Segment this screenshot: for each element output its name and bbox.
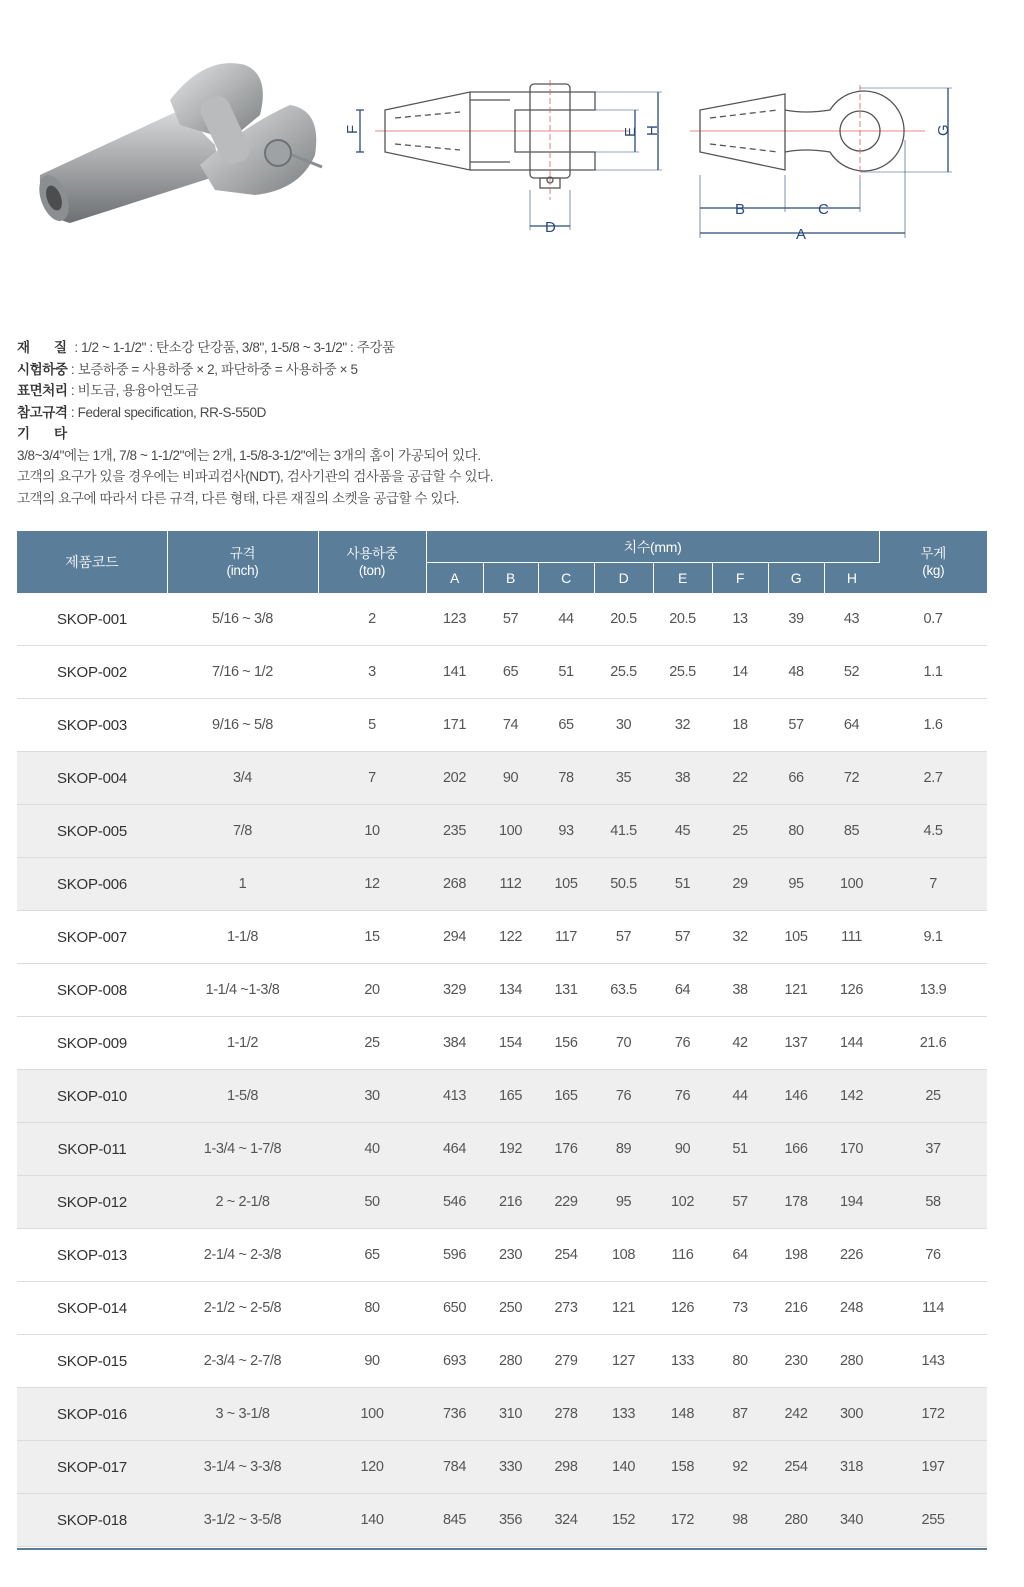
table-cell: 1-3/4 ~ 1-7/8 — [167, 1123, 318, 1176]
table-cell: 294 — [426, 911, 483, 964]
note-extra: 고객의 요구가 있을 경우에는 비파괴검사(NDT), 검사기관의 검사품을 공급할 수 있다. — [17, 469, 494, 484]
table-cell: 1-1/8 — [167, 911, 318, 964]
table-cell: 156 — [538, 1017, 594, 1070]
table-cell: 44 — [538, 593, 594, 646]
table-cell: 279 — [538, 1335, 594, 1388]
dim-label-f: F — [344, 124, 361, 134]
header-weight: 무게 (kg) — [879, 531, 987, 593]
table-cell: 170 — [824, 1123, 879, 1176]
table-cell: 30 — [318, 1070, 426, 1123]
table-row — [17, 1176, 987, 1229]
table-cell: 25 — [712, 805, 768, 858]
table-cell: 80 — [768, 805, 824, 858]
table-cell: 318 — [824, 1441, 879, 1494]
table-cell: 32 — [712, 911, 768, 964]
header-dim-c: C — [538, 563, 594, 594]
table-cell: 57 — [768, 699, 824, 752]
table-cell: 111 — [824, 911, 879, 964]
table-cell: 15 — [318, 911, 426, 964]
product-code-cell: SKOP-007 — [17, 911, 167, 964]
dim-label-b: B — [735, 201, 746, 218]
table-cell: 65 — [538, 699, 594, 752]
table-cell: 50 — [318, 1176, 426, 1229]
note-standard: 참고규격 : Federal specification, RR-S-550D — [17, 402, 1007, 424]
table-row — [17, 1335, 987, 1388]
table-cell: 38 — [653, 752, 712, 805]
table-cell: 324 — [538, 1494, 594, 1547]
table-cell: 72 — [824, 752, 879, 805]
table-cell: 2.7 — [879, 752, 987, 805]
product-code-cell: SKOP-014 — [17, 1282, 167, 1335]
table-cell: 133 — [594, 1388, 653, 1441]
note-test-load: 시험하중 : 보증하중 = 사용하중 × 2, 파단하중 = 사용하중 × 5 — [17, 359, 1007, 381]
table-row — [17, 858, 987, 911]
table-cell: 14 — [712, 646, 768, 699]
spec-notes — [17, 337, 1007, 509]
table-cell: 65 — [483, 646, 538, 699]
table-cell: 142 — [824, 1070, 879, 1123]
table-cell: 330 — [483, 1441, 538, 1494]
table-cell: 51 — [712, 1123, 768, 1176]
table-cell: 18 — [712, 699, 768, 752]
table-cell: 141 — [426, 646, 483, 699]
table-cell: 9.1 — [879, 911, 987, 964]
table-cell: 197 — [879, 1441, 987, 1494]
side-view-drawing — [340, 80, 670, 240]
table-cell: 7/16 ~ 1/2 — [167, 646, 318, 699]
product-code-cell: SKOP-006 — [17, 858, 167, 911]
table-cell: 32 — [653, 699, 712, 752]
table-cell: 25.5 — [594, 646, 653, 699]
table-cell: 39 — [768, 593, 824, 646]
table-cell: 57 — [653, 911, 712, 964]
table-cell: 310 — [483, 1388, 538, 1441]
table-cell: 78 — [538, 752, 594, 805]
table-cell: 172 — [653, 1494, 712, 1547]
table-cell: 280 — [824, 1335, 879, 1388]
dim-label-e: E — [622, 126, 639, 137]
table-cell: 48 — [768, 646, 824, 699]
table-row — [17, 699, 987, 752]
table-row — [17, 593, 987, 646]
table-cell: 165 — [483, 1070, 538, 1123]
table-cell: 3 — [318, 646, 426, 699]
table-cell: 44 — [712, 1070, 768, 1123]
header-dim-e: E — [653, 563, 712, 594]
product-code-cell: SKOP-001 — [17, 593, 167, 646]
table-cell: 112 — [483, 858, 538, 911]
product-code-cell: SKOP-016 — [17, 1388, 167, 1441]
table-cell: 134 — [483, 964, 538, 1017]
table-cell: 546 — [426, 1176, 483, 1229]
table-cell: 64 — [653, 964, 712, 1017]
table-cell: 74 — [483, 699, 538, 752]
table-cell: 85 — [824, 805, 879, 858]
header-dim-g: G — [768, 563, 824, 594]
table-cell: 102 — [653, 1176, 712, 1229]
table-cell: 356 — [483, 1494, 538, 1547]
table-cell: 12 — [318, 858, 426, 911]
table-cell: 51 — [653, 858, 712, 911]
dim-label-a: A — [796, 226, 807, 243]
table-cell: 76 — [594, 1070, 653, 1123]
table-cell: 148 — [653, 1388, 712, 1441]
table-cell: 254 — [768, 1441, 824, 1494]
note-text: 비도금, 용융아연도금 — [77, 383, 199, 398]
table-cell: 1-1/4 ~1-3/8 — [167, 964, 318, 1017]
table-cell: 2 ~ 2-1/8 — [167, 1176, 318, 1229]
table-cell: 76 — [653, 1070, 712, 1123]
table-cell: 95 — [594, 1176, 653, 1229]
table-cell: 3 ~ 3-1/8 — [167, 1388, 318, 1441]
table-cell: 280 — [483, 1335, 538, 1388]
product-code-cell: SKOP-008 — [17, 964, 167, 1017]
table-cell: 158 — [653, 1441, 712, 1494]
table-row — [17, 1123, 987, 1176]
table-row — [17, 1282, 987, 1335]
table-cell: 254 — [538, 1229, 594, 1282]
dim-label-g: G — [935, 124, 952, 136]
table-cell: 80 — [712, 1335, 768, 1388]
table-cell: 144 — [824, 1017, 879, 1070]
table-cell: 2-3/4 ~ 2-7/8 — [167, 1335, 318, 1388]
table-cell: 121 — [594, 1282, 653, 1335]
table-cell: 298 — [538, 1441, 594, 1494]
table-cell: 329 — [426, 964, 483, 1017]
table-cell: 116 — [653, 1229, 712, 1282]
table-cell: 98 — [712, 1494, 768, 1547]
table-cell: 73 — [712, 1282, 768, 1335]
note-extra: 고객의 요구에 따라서 다른 규격, 다른 형태, 다른 재질의 소켓을 공급할 수 있다. — [17, 490, 460, 506]
table-cell: 230 — [483, 1229, 538, 1282]
table-row — [17, 805, 987, 858]
table-cell: 95 — [768, 858, 824, 911]
table-cell: 3-1/2 ~ 3-5/8 — [167, 1494, 318, 1547]
table-cell: 5 — [318, 699, 426, 752]
note-key: 시험하중 — [17, 361, 68, 377]
header-dim-h: H — [824, 563, 879, 594]
table-bottom-rule — [17, 1548, 987, 1550]
table-cell: 166 — [768, 1123, 824, 1176]
table-cell: 89 — [594, 1123, 653, 1176]
table-cell: 226 — [824, 1229, 879, 1282]
table-row — [17, 911, 987, 964]
product-code-cell: SKOP-018 — [17, 1494, 167, 1547]
table-cell: 736 — [426, 1388, 483, 1441]
note-key: 기 타 — [17, 426, 68, 441]
table-row — [17, 1388, 987, 1441]
table-cell: 1.1 — [879, 646, 987, 699]
product-code-cell: SKOP-009 — [17, 1017, 167, 1070]
table-cell: 845 — [426, 1494, 483, 1547]
table-cell: 340 — [824, 1494, 879, 1547]
product-code-cell: SKOP-013 — [17, 1229, 167, 1282]
table-cell: 7 — [318, 752, 426, 805]
eye-view-drawing — [690, 80, 970, 250]
table-cell: 693 — [426, 1335, 483, 1388]
header-dim-b: B — [483, 563, 538, 594]
table-cell: 117 — [538, 911, 594, 964]
table-cell: 29 — [712, 858, 768, 911]
product-code-cell: SKOP-005 — [17, 805, 167, 858]
table-cell: 165 — [538, 1070, 594, 1123]
table-cell: 51 — [538, 646, 594, 699]
table-cell: 25 — [318, 1017, 426, 1070]
table-cell: 90 — [653, 1123, 712, 1176]
table-row — [17, 1441, 987, 1494]
table-cell: 784 — [426, 1441, 483, 1494]
table-cell: 5/16 ~ 3/8 — [167, 593, 318, 646]
table-cell: 650 — [426, 1282, 483, 1335]
note-other — [17, 423, 1007, 445]
table-cell: 65 — [318, 1229, 426, 1282]
table-cell: 114 — [879, 1282, 987, 1335]
table-cell: 20.5 — [594, 593, 653, 646]
table-cell: 4.5 — [879, 805, 987, 858]
table-cell: 1-1/2 — [167, 1017, 318, 1070]
table-cell: 171 — [426, 699, 483, 752]
table-cell: 57 — [712, 1176, 768, 1229]
table-cell: 64 — [712, 1229, 768, 1282]
table-cell: 87 — [712, 1388, 768, 1441]
table-cell: 13 — [712, 593, 768, 646]
table-cell: 192 — [483, 1123, 538, 1176]
header-dim-d: D — [594, 563, 653, 594]
header-dimensions: 치수(mm) — [426, 531, 879, 563]
table-cell: 300 — [824, 1388, 879, 1441]
table-cell: 100 — [824, 858, 879, 911]
table-cell: 268 — [426, 858, 483, 911]
socket-photo — [30, 55, 340, 225]
table-cell: 90 — [483, 752, 538, 805]
product-code-cell: SKOP-011 — [17, 1123, 167, 1176]
dim-label-h: H — [644, 125, 661, 136]
table-row — [17, 646, 987, 699]
table-row — [17, 752, 987, 805]
table-cell: 63.5 — [594, 964, 653, 1017]
table-cell: 250 — [483, 1282, 538, 1335]
table-cell: 229 — [538, 1176, 594, 1229]
table-cell: 131 — [538, 964, 594, 1017]
note-text: 1/2 ~ 1-1/2" : 탄소강 단강품, 3/8", 1-5/8 ~ 3-1/2" : 주강품 — [81, 340, 395, 355]
table-cell: 100 — [483, 805, 538, 858]
note-material: 재 질 : 1/2 ~ 1-1/2" : 탄소강 단강품, 3/8", 1-5/8 ~ 3-1/2" : 주강품 — [17, 337, 1007, 359]
table-cell: 7/8 — [167, 805, 318, 858]
table-cell: 248 — [824, 1282, 879, 1335]
table-cell: 120 — [318, 1441, 426, 1494]
table-cell: 1.6 — [879, 699, 987, 752]
table-cell: 216 — [483, 1176, 538, 1229]
table-row — [17, 1070, 987, 1123]
note-key: 참고규격 — [17, 404, 68, 420]
table-cell: 76 — [653, 1017, 712, 1070]
table-cell: 10 — [318, 805, 426, 858]
table-cell: 37 — [879, 1123, 987, 1176]
table-row — [17, 1017, 987, 1070]
product-figures — [0, 0, 1024, 290]
table-cell: 242 — [768, 1388, 824, 1441]
table-cell: 126 — [653, 1282, 712, 1335]
table-cell: 64 — [824, 699, 879, 752]
table-cell: 273 — [538, 1282, 594, 1335]
table-cell: 127 — [594, 1335, 653, 1388]
table-cell: 92 — [712, 1441, 768, 1494]
dim-label-c: C — [818, 201, 829, 218]
table-cell: 108 — [594, 1229, 653, 1282]
note-text: Federal specification, RR-S-550D — [77, 404, 266, 420]
product-code-cell: SKOP-010 — [17, 1070, 167, 1123]
table-cell: 66 — [768, 752, 824, 805]
product-code-cell: SKOP-015 — [17, 1335, 167, 1388]
header-dim-f: F — [712, 563, 768, 594]
table-cell: 50.5 — [594, 858, 653, 911]
table-cell: 137 — [768, 1017, 824, 1070]
table-cell: 105 — [538, 858, 594, 911]
table-cell: 2 — [318, 593, 426, 646]
table-cell: 35 — [594, 752, 653, 805]
table-cell: 1 — [167, 858, 318, 911]
note-extra: 3/8~3/4"에는 1개, 7/8 ~ 1-1/2"에는 2개, 1-5/8-3-1/2"에는 3개의 홈이 가공되어 있다. — [17, 447, 481, 463]
table-cell: 2-1/4 ~ 2-3/8 — [167, 1229, 318, 1282]
table-cell: 30 — [594, 699, 653, 752]
table-cell: 202 — [426, 752, 483, 805]
note-key: 재 질 — [17, 340, 68, 355]
header-code: 제품코드 — [17, 531, 167, 593]
table-cell: 122 — [483, 911, 538, 964]
table-cell: 235 — [426, 805, 483, 858]
product-code-cell: SKOP-004 — [17, 752, 167, 805]
table-row — [17, 964, 987, 1017]
table-cell: 126 — [824, 964, 879, 1017]
table-cell: 384 — [426, 1017, 483, 1070]
table-row — [17, 1229, 987, 1282]
dim-label-d: D — [545, 219, 556, 236]
table-cell: 41.5 — [594, 805, 653, 858]
table-cell: 20.5 — [653, 593, 712, 646]
product-code-cell: SKOP-017 — [17, 1441, 167, 1494]
table-cell: 40 — [318, 1123, 426, 1176]
header-spec: 규격 (inch) — [167, 531, 318, 593]
table-cell: 176 — [538, 1123, 594, 1176]
table-cell: 22 — [712, 752, 768, 805]
table-cell: 80 — [318, 1282, 426, 1335]
table-cell: 100 — [318, 1388, 426, 1441]
table-cell: 25.5 — [653, 646, 712, 699]
product-code-cell: SKOP-002 — [17, 646, 167, 699]
table-cell: 3-1/4 ~ 3-3/8 — [167, 1441, 318, 1494]
table-cell: 146 — [768, 1070, 824, 1123]
table-cell: 43 — [824, 593, 879, 646]
table-cell: 3/4 — [167, 752, 318, 805]
table-cell: 25 — [879, 1070, 987, 1123]
table-cell: 2-1/2 ~ 2-5/8 — [167, 1282, 318, 1335]
table-cell: 172 — [879, 1388, 987, 1441]
table-cell: 93 — [538, 805, 594, 858]
table-cell: 123 — [426, 593, 483, 646]
table-cell: 413 — [426, 1070, 483, 1123]
table-cell: 230 — [768, 1335, 824, 1388]
table-cell: 255 — [879, 1494, 987, 1547]
table-cell: 21.6 — [879, 1017, 987, 1070]
table-cell: 1-5/8 — [167, 1070, 318, 1123]
table-cell: 198 — [768, 1229, 824, 1282]
table-cell: 278 — [538, 1388, 594, 1441]
table-cell: 140 — [594, 1441, 653, 1494]
table-cell: 42 — [712, 1017, 768, 1070]
table-cell: 143 — [879, 1335, 987, 1388]
table-cell: 105 — [768, 911, 824, 964]
table-cell: 45 — [653, 805, 712, 858]
product-code-cell: SKOP-003 — [17, 699, 167, 752]
product-code-cell: SKOP-012 — [17, 1176, 167, 1229]
table-cell: 0.7 — [879, 593, 987, 646]
note-surface: 표면처리 : 비도금, 용융아연도금 — [17, 380, 1007, 402]
table-cell: 57 — [483, 593, 538, 646]
table-cell: 70 — [594, 1017, 653, 1070]
table-cell: 90 — [318, 1335, 426, 1388]
table-cell: 464 — [426, 1123, 483, 1176]
table-cell: 38 — [712, 964, 768, 1017]
header-load: 사용하중 (ton) — [318, 531, 426, 593]
table-cell: 13.9 — [879, 964, 987, 1017]
table-cell: 58 — [879, 1176, 987, 1229]
table-row — [17, 1494, 987, 1547]
table-cell: 57 — [594, 911, 653, 964]
table-cell: 133 — [653, 1335, 712, 1388]
note-key: 표면처리 — [17, 383, 68, 398]
table-cell: 596 — [426, 1229, 483, 1282]
table-cell: 152 — [594, 1494, 653, 1547]
table-cell: 76 — [879, 1229, 987, 1282]
table-cell: 7 — [879, 858, 987, 911]
note-text: 보증하중 = 사용하중 × 2, 파단하중 = 사용하중 × 5 — [77, 361, 358, 377]
table-cell: 216 — [768, 1282, 824, 1335]
header-dim-a: A — [426, 563, 483, 594]
table-cell: 178 — [768, 1176, 824, 1229]
table-cell: 280 — [768, 1494, 824, 1547]
table-cell: 20 — [318, 964, 426, 1017]
spec-table — [17, 531, 987, 1547]
table-cell: 9/16 ~ 5/8 — [167, 699, 318, 752]
table-cell: 121 — [768, 964, 824, 1017]
table-cell: 52 — [824, 646, 879, 699]
spec-table-wrap — [17, 531, 987, 1547]
table-cell: 194 — [824, 1176, 879, 1229]
table-cell: 140 — [318, 1494, 426, 1547]
table-cell: 154 — [483, 1017, 538, 1070]
